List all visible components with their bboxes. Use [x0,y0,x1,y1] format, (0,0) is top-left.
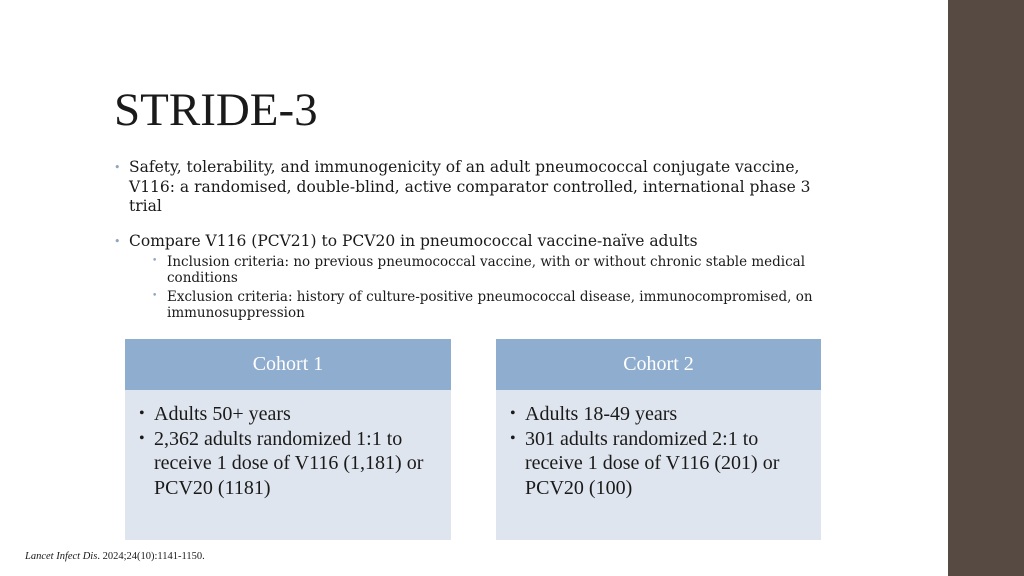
bullet-dot-icon: • [114,161,121,174]
bullet-item [114,158,834,217]
cohort-item-text: Adults 50+ years [154,403,291,425]
cohort-header: Cohort 2 [496,339,821,390]
sub-bullet-item [152,289,843,321]
citation-journal: Lancet Infect Dis [25,551,98,562]
bullet-dot-icon: • [114,234,121,248]
cohort-item [139,427,441,501]
side-accent-bar [948,0,1024,576]
cohort-list [496,390,821,500]
bullet-text: Safety, tolerability, and immunogenicity of an adult pneumococcal conjugate vaccine, V116: a randomised, double-blind, active comparator controlled, international phase 3 trial [129,158,811,215]
sub-bullet-text: Inclusion criteria: no previous pneumococcal vaccine, with or without chronic stable medical conditions [167,254,806,286]
cohort-item-text: 301 adults randomized 2:1 to receive 1 dose of V116 (201) or PCV20 (100) [525,427,780,499]
cohort-1-box [125,339,451,540]
sub-bullet-dot-icon: • [152,256,158,266]
cohort-header: Cohort 1 [125,339,451,390]
cohort-item-text: Adults 18-49 years [525,403,678,425]
sub-bullet-item [152,254,843,286]
bullet-list [114,158,834,321]
cohort-item [510,427,811,501]
sub-bullet-text: Exclusion criteria: history of culture-positive pneumococcal disease, immunocompromised, on immunosuppression [167,289,813,321]
cohort-item-text: 2,362 adults randomized 1:1 to receive 1 dose of V116 (1,181) or PCV20 (1181) [154,427,424,499]
slide-title: STRIDE-3 [114,84,318,136]
cohort-2-box [496,339,821,540]
citation-details: . 2024;24(10):1141-1150. [97,551,205,562]
cohort-list [125,390,451,500]
bullet-dot-icon: • [139,405,145,422]
bullet-dot-icon: • [139,429,145,447]
bullet-dot-icon: • [510,429,516,447]
cohort-item [139,402,441,427]
citation [25,551,205,562]
bullet-item [114,232,834,322]
cohort-item [510,402,811,427]
bullet-text: Compare V116 (PCV21) to PCV20 in pneumococcal vaccine-naïve adults [129,231,698,250]
bullet-dot-icon: • [510,405,516,422]
sub-bullet-dot-icon: • [152,291,158,301]
